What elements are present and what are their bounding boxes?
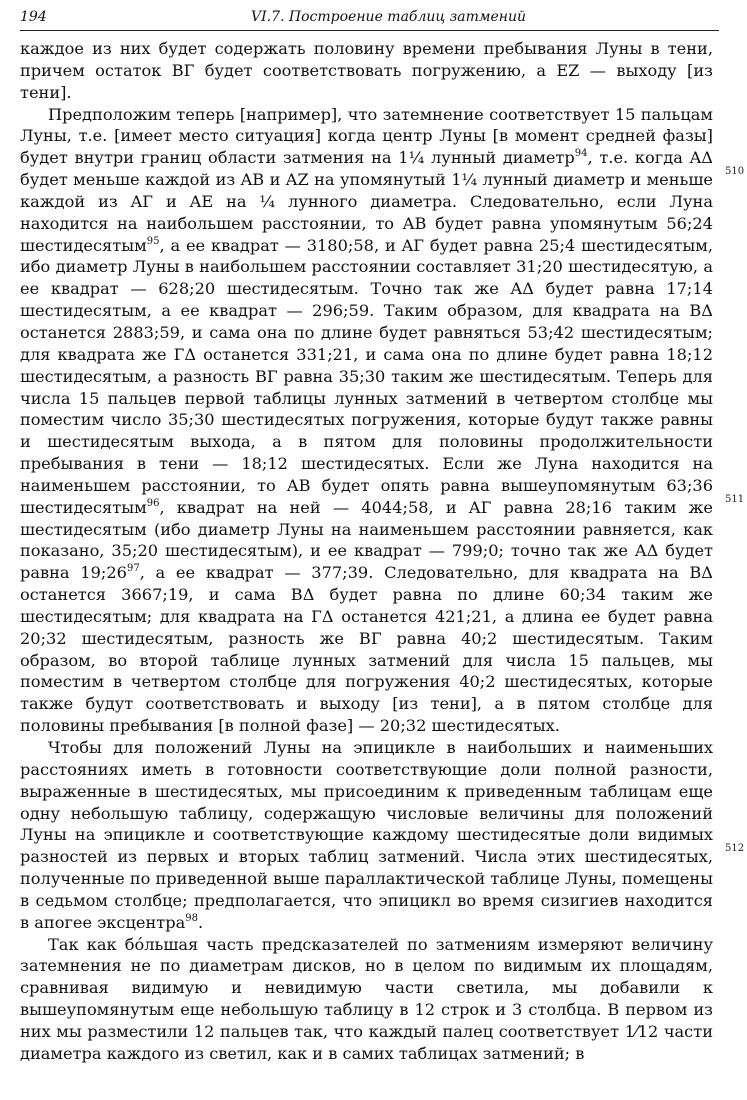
margin-note-511: 511 (725, 494, 745, 505)
footnote-ref: 96 (146, 497, 160, 509)
margin-note-510: 510 (725, 166, 745, 177)
paragraph-4 (20, 934, 713, 1065)
text-run: , квадрат на ней — 4044;58, и AГ равна 28;16 таким же шестидесятым (ибо диаметр Луны на наименьшем расстоянии равняется, как показано, 35;20 шестидесятым), и ее квадрат — 799;0; точно так же AΔ будет равна 19;26 (20, 497, 713, 583)
text-run: Предположим теперь [например], что затемнение соответствует 15 пальцам Луны, т.е. [имеет место ситуация] когда центр Луны [в момент средней фазы] будет внутри границ области затмения на 1¼ лунный диаметр (20, 104, 713, 168)
text-run: , а ее квадрат — 377;39. Следовательно, для квадрата на BΔ останется 3667;19, и сама BΔ будет равна по длине 60;34 таким же шестидесятым; для квадрата на ГΔ останется 421;21, а длина ее будет равна 20;32 шестидесятым, разность же ВГ равна 40;2 шестидесятым. Таким образом, во второй таблице лунных затмений для числа 15 пальцев, мы поместим в четвертом столбце для погружения 40;2 шестидесятых, которые также будут соответствовать и выходу [из тени], а в пятом столбце для половины пребывания [в полной фазе] — 20;32 шестидесятых. (20, 563, 713, 736)
text-run: Так как бóльшая часть предсказателей по затмениям измеряют величину затемнения не по диаметрам дисков, но в целом по видимым их площадям, сравнивая видимую и невидимую части светила, мы добавили к вышеупомянутым еще небольшую таблицу в 12 строк и 3 столбца. В первом из них мы разместили 12 пальцев так, что каждый палец соответствует 1⁄12 части диаметра каждого из светил, как и в самих таблицах затмений; в (20, 934, 713, 1063)
paragraph-3 (20, 737, 713, 934)
text-run: Чтобы для положений Луны на эпицикле в наибольших и наименьших расстояниях иметь в готовности соответствующие доли полной разности, выраженные в шестидесятых, мы присоединим к приведенным таблицам еще одну небольшую таблицу, содержащую числовые величины для положений Луны на эпицикле и соответствующие каждому шестидесятые доли видимых разностей из первых и вторых таблиц затмений. Числа этих шестидесятых, полученные по приведенной выше параллактической таблице Луны, помещены в седьмом столбце; предполагается, что эпицикл во время сизигиев находится в апогее эксцентра (20, 738, 713, 932)
page-number: 194 (20, 9, 47, 25)
text-run: , а ее квадрат — 3180;58, и AГ будет равна 25;4 шестидесятым, ибо диаметр Луны в наибольшем расстоянии составляет 31;20 шестидесятую, а ее квадрат — 628;20 шестидесятым. Точно так же AΔ будет равна 17;14 шестидесятым, а ее квадрат — 296;59. Таким образом, для квадрата на BΔ останется 2883;59, и сама она по длине будет равняться 53;42 шестидесятым; для квадрата же ГΔ останется 331;21, и сама она по длине будет равна 18;12 шестидесятым, а разность ВГ равна 35;30 таким же шестидесятым. Теперь для числа 15 пальцев первой таблицы лунных затмений в четвертом столбце мы поместим число 35;30 шестидесятых погружения, которые будут также равны и шестидесятым выхода, а в пятом для половины продолжительности пребывания в тени — 18;12 шестидесятых. Если же Луна находится на наименьшем расстоянии, то AB будет опять равна вышеупомянутым 63;36 шестидесятым (20, 235, 713, 517)
paragraph-2 (20, 104, 713, 737)
footnote-ref: 97 (126, 563, 140, 575)
running-title: VI.7. Построение таблиц затмений (251, 9, 527, 25)
margin-note-512: 512 (725, 843, 745, 854)
footnote-ref: 98 (185, 912, 198, 924)
paragraph-1 (20, 38, 713, 104)
text-run: каждое из них будет содержать половину времени пребывания Луны в тени, причем остаток ВГ будет соответствовать погружению, а EZ — выходу [из тени]. (20, 39, 713, 102)
footnote-ref: 95 (146, 235, 160, 247)
text-run: . (197, 912, 204, 932)
text-run: , т.е. когда AΔ будет меньше каждой из AB и AZ на упомянутый 1¼ лунный диаметр и меньше каждой из AГ и AE на ¼ лунного диаметра. Следовательно, если Луна находится на наибольшем расстоянии, то AB будет равна упомянутым 56;24 шестидесятым (20, 148, 713, 255)
body-text (20, 38, 713, 1065)
footnote-ref: 94 (574, 148, 588, 160)
page-header (20, 6, 719, 31)
